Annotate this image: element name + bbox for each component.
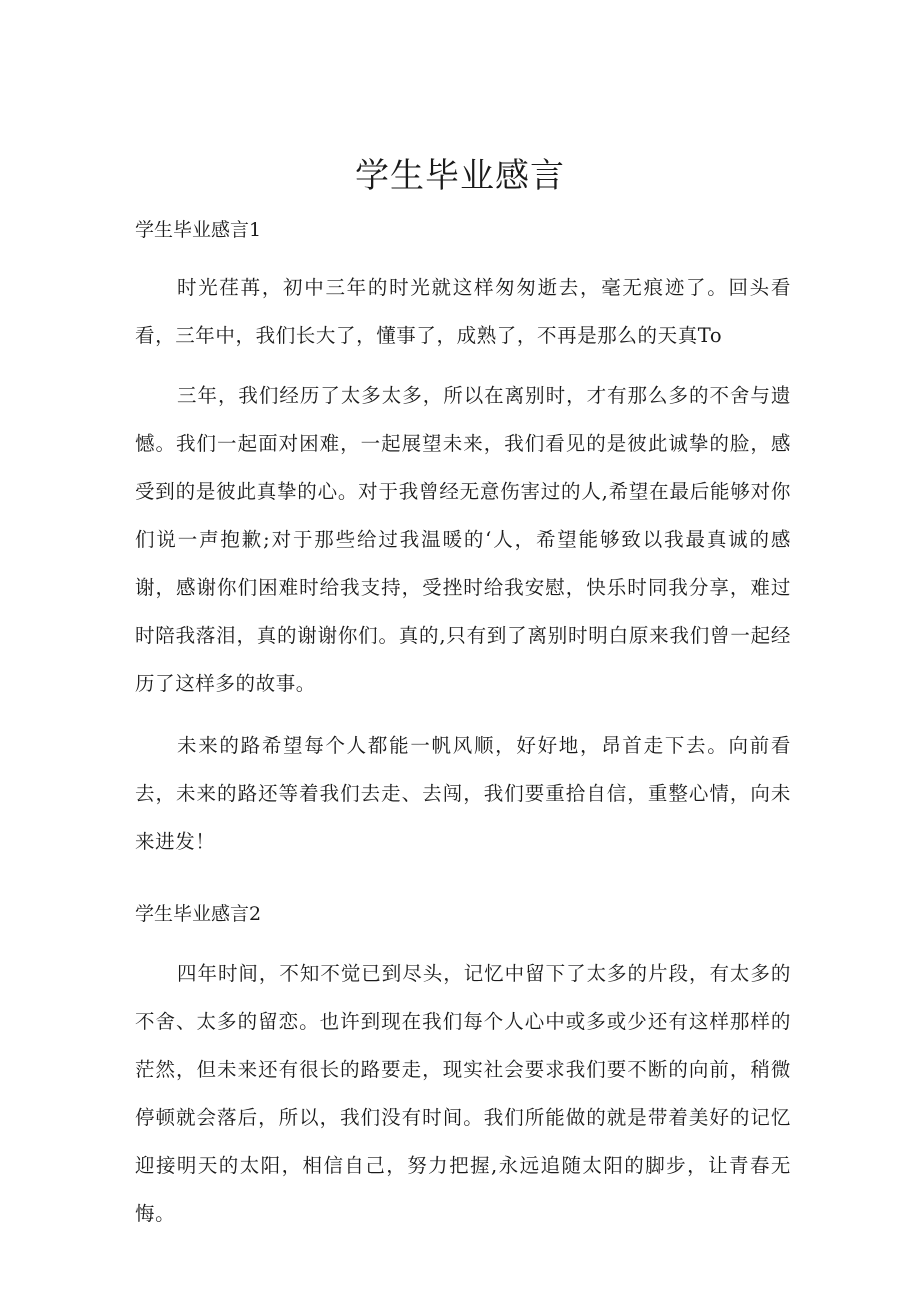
paragraph-1-1: 时光荏苒，初中三年的时光就这样匆匆逝去，毫无痕迹了。回头看看，三年中，我们长大了，懂事了，成熟了，不再是那么的天真To	[135, 276, 791, 347]
section-heading-1: 学生毕业感言1	[135, 219, 262, 241]
document-title: 学生毕业感言	[355, 156, 565, 196]
section-heading-2: 学生毕业感言2	[135, 903, 262, 925]
paragraph-2-1: 四年时间，不知不觉已到尽头，记忆中留下了太多的片段，有太多的不舍、太多的留恋。也许到现在我们每个人心中或多或少还有这样那样的茫然，但未来还有很长的路要走，现实社会要求我们要不断的向前，稍微停顿就会落后，所以，我们没有时间。我们所能做的就是带着美好的记忆迎接明天的太阳，相信自己，努力把握,永远追随太阳的脚步，让青春无悔。	[135, 962, 791, 1225]
paragraph-1-2: 三年，我们经历了太多太多，所以在离别时，才有那么多的不舍与遗憾。我们一起面对困难，一起展望未来，我们看见的是彼此诚挚的脸，感受到的是彼此真挚的心。对于我曾经无意伤害过的人,希望在最后能够对你们说一声抱歉;对于那些给过我温暖的‘人，希望能够致以我最真诚的感谢，感谢你们困难时给我支持，受挫时给我安慰，快乐时同我分享，难过时陪我落泪，真的谢谢你们。真的,只有到了离别时明白原来我们曾一起经历了这样多的故事。	[135, 384, 791, 695]
paragraph-1-3: 未来的路希望每个人都能一帆风顺，好好地，昂首走下去。向前看去，未来的路还等着我们去走、去闯，我们要重拾自信，重整心情，向未来进发！	[135, 734, 791, 853]
